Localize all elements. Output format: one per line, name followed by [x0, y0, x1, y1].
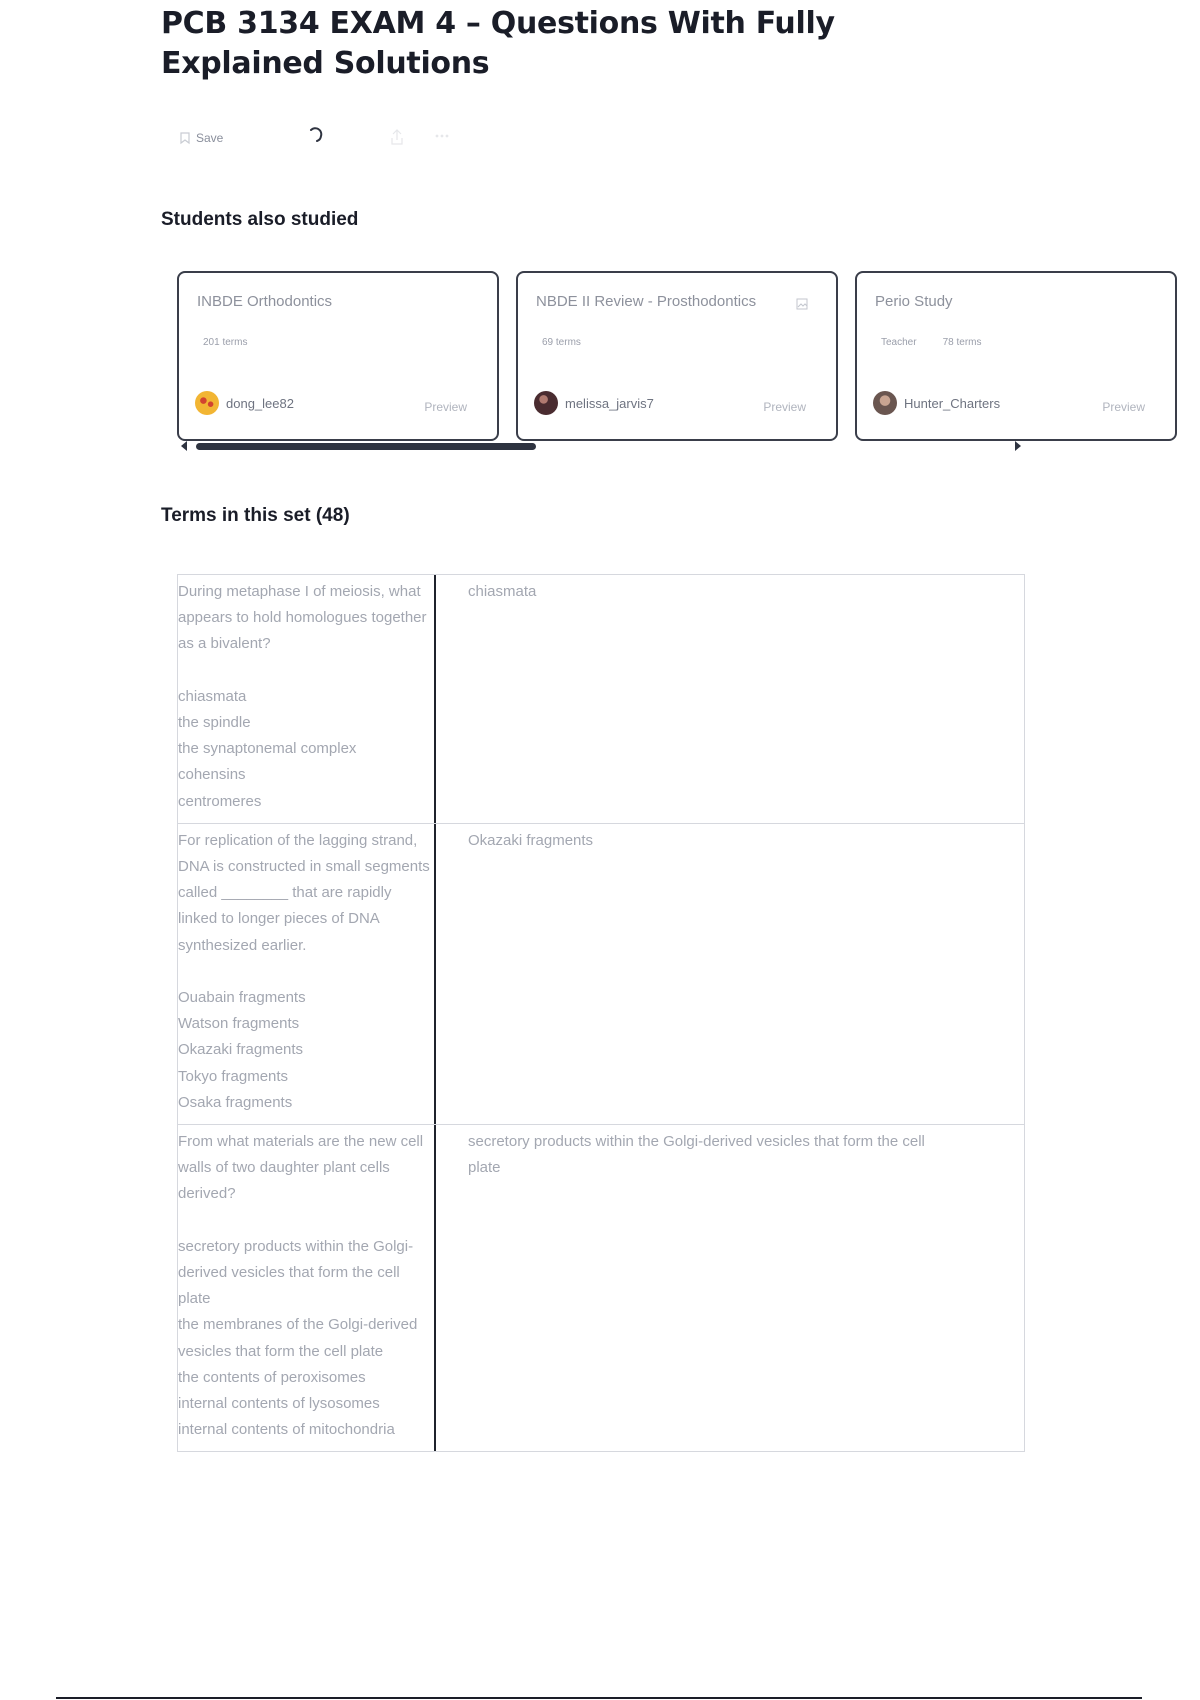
- term-options: [178, 1234, 434, 1444]
- scroll-left-icon[interactable]: [181, 441, 187, 451]
- image-badge-icon: [796, 297, 808, 315]
- table-row: [178, 575, 1024, 824]
- study-set-card[interactable]: [516, 271, 838, 441]
- term-option: chiasmata: [178, 687, 247, 705]
- card-user[interactable]: [195, 391, 294, 415]
- card-terms-count: 201 terms: [203, 337, 248, 348]
- card-role: Teacher: [881, 337, 917, 348]
- avatar: [873, 391, 897, 415]
- card-title: NBDE II Review - Prosthodontics: [536, 293, 757, 310]
- action-toolbar: [180, 124, 223, 152]
- term-option: Tokyo fragments: [178, 1067, 289, 1085]
- term-options: [178, 985, 434, 1116]
- page-title: PCB 3134 EXAM 4 – Questions With Fully Explained Solutions: [161, 6, 835, 81]
- term-option: cohensins: [178, 766, 246, 784]
- table-row: [178, 1125, 1024, 1451]
- term-answer: secretory products within the Golgi-derived vesicles that form the cell plate: [468, 1133, 925, 1177]
- term-question-cell: [178, 1125, 436, 1451]
- table-row: [178, 824, 1024, 1125]
- footer-divider: [56, 1697, 1142, 1699]
- card-meta: [542, 337, 581, 348]
- share-icon[interactable]: [390, 128, 404, 146]
- terms-table: [177, 574, 1025, 1452]
- card-username: dong_lee82: [226, 395, 294, 411]
- card-title: INBDE Orthodontics: [197, 293, 333, 310]
- avatar: [195, 391, 219, 415]
- term-option: Okazaki fragments: [178, 1041, 304, 1059]
- term-question-cell: [178, 824, 436, 1124]
- term-option: internal contents of mitochondria: [178, 1421, 395, 1439]
- term-answer: Okazaki fragments: [468, 831, 594, 849]
- carousel-scrollbar[interactable]: [178, 440, 1024, 452]
- terms-in-set-heading: Terms in this set (48): [161, 505, 350, 526]
- spinner-icon: [308, 127, 324, 145]
- term-options: [178, 684, 434, 815]
- card-username: Hunter_Charters: [904, 395, 1001, 411]
- card-terms-count: 78 terms: [942, 337, 982, 348]
- term-question: From what materials are the new cell walls of two daughter plant cells derived?: [178, 1133, 424, 1203]
- term-option: the spindle: [178, 714, 251, 731]
- term-option: the contents of peroxisomes: [178, 1368, 366, 1386]
- term-option: the membranes of the Golgi-derived vesicles that form the cell plate: [178, 1316, 418, 1360]
- card-title: Perio Study: [875, 293, 953, 310]
- card-meta: [881, 337, 981, 348]
- card-terms-count: 69 terms: [542, 337, 581, 348]
- card-meta: [203, 337, 247, 348]
- study-set-card[interactable]: [177, 271, 499, 441]
- more-icon[interactable]: [434, 128, 450, 144]
- preview-button[interactable]: Preview: [424, 400, 467, 414]
- save-button[interactable]: [180, 131, 223, 145]
- study-set-card[interactable]: [855, 271, 1177, 441]
- study-set-carousel: [177, 271, 1145, 441]
- term-question-cell: [178, 575, 436, 823]
- term-option: secretory products within the Golgi-derived vesicles that form the cell plate: [178, 1237, 414, 1308]
- term-option: centromeres: [178, 792, 262, 810]
- preview-button[interactable]: Preview: [1102, 400, 1145, 414]
- term-question: During metaphase I of meiosis, what appears to hold homologues together as a bivalent?: [178, 583, 427, 653]
- card-user[interactable]: [534, 391, 654, 415]
- scroll-thumb[interactable]: [196, 443, 536, 450]
- term-option: the synaptonemal complex: [178, 740, 357, 758]
- term-question: For replication of the lagging strand, DNA is constructed in small segments called ________ that are rapidly linked to longer pieces of DNA synthesized earlier.: [178, 831, 430, 954]
- avatar: [534, 391, 558, 415]
- card-username: melissa_jarvis7: [565, 395, 654, 411]
- card-user[interactable]: [873, 391, 1000, 415]
- bookmark-icon: [180, 132, 190, 144]
- term-option: Watson fragments: [178, 1015, 300, 1033]
- term-answer: chiasmata: [468, 583, 537, 600]
- save-label: Save: [196, 131, 224, 145]
- term-option: Ouabain fragments: [178, 989, 306, 1007]
- term-option: internal contents of lysosomes: [178, 1395, 380, 1413]
- scroll-right-icon[interactable]: [1015, 441, 1021, 451]
- preview-button[interactable]: Preview: [763, 400, 806, 414]
- term-option: Osaka fragments: [178, 1093, 293, 1111]
- students-also-studied-heading: Students also studied: [161, 209, 359, 230]
